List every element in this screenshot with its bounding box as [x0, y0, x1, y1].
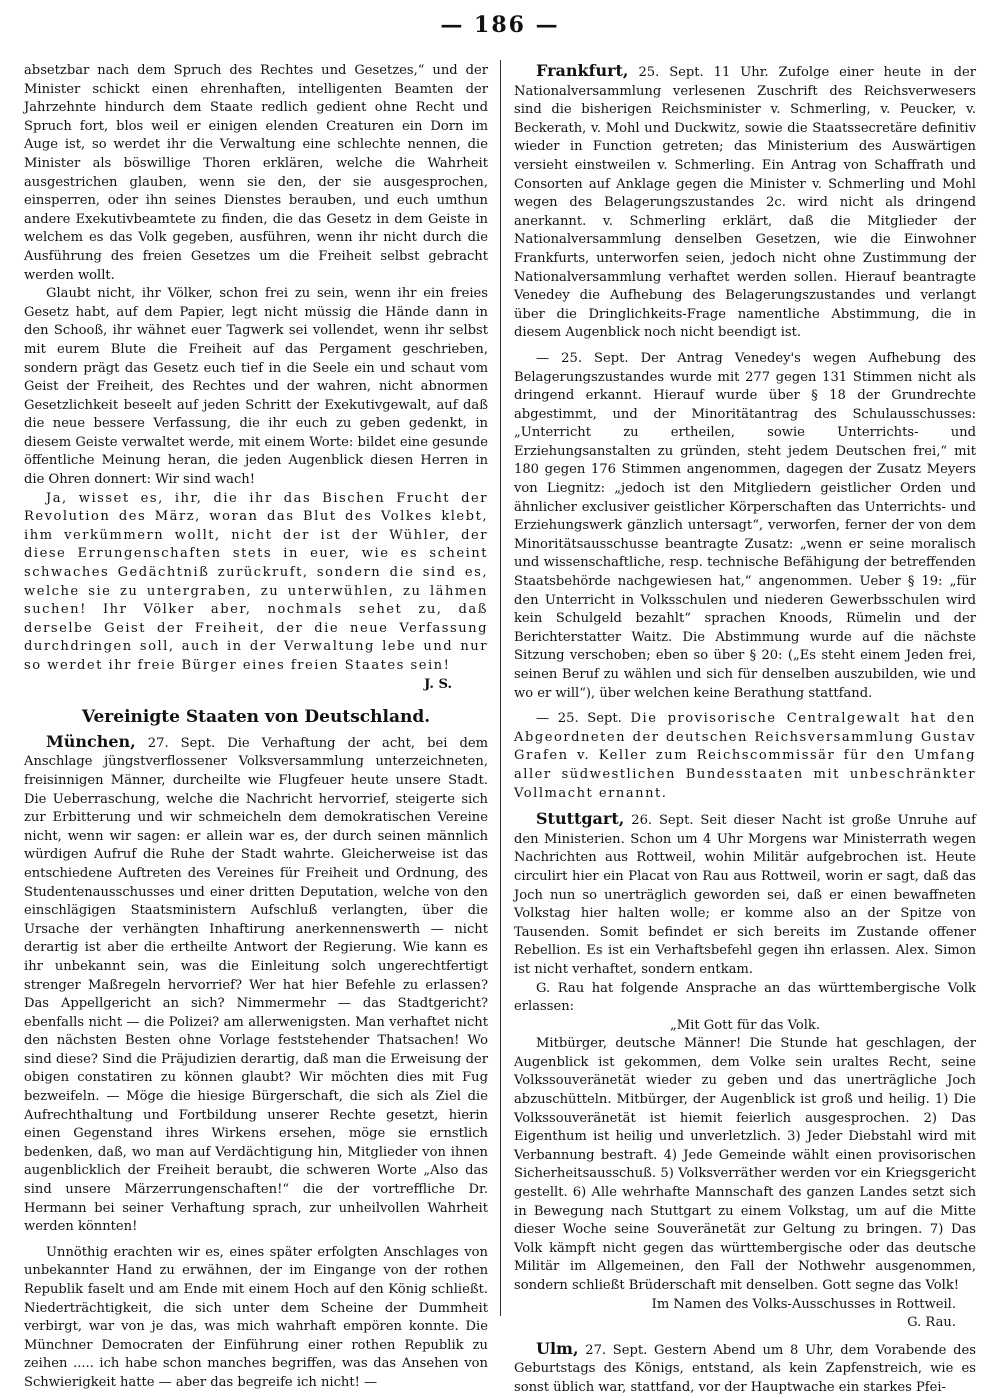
dateline-date: 27. Sept.: [147, 735, 216, 751]
section-title: Vereinigte Staaten von Deutschland.: [81, 707, 431, 728]
article-paragraph: G. Rau hat folgende Ansprache an das württembergische Volk erlassen:: [514, 980, 976, 1015]
proclamation-body: Mitbürger, deutsche Männer! Die Stunde hat geschlagen, der Augenblick ist gekommen, dem Volke sein uraltes Recht, seine Volkssouveränetät wieder zu geben und das unerträgliche Joch abzuschütteln. Mitbürger, der Augenblick ist groß und heilig. 1) Die Volkssouveränetät ist hiemit feierlich ausgesprochen. 2) Das Eigenthum ist heilig und unverletzlich. 3) Jeder Diebstahl wird mit Verbannung bestraft. 4) Jede Gemeinde wählt einen provisorischen Sicherheitsausschuß. 5) Volksverräther werden vor ein Kriegsgericht gestellt. 6) Alle wehrhafte Mannschaft des ganzen Landes setzt sich in Bewegung nach Stuttgart zu einem Volkstag, um auf die Mitte dieser Woche seine Souveränetät zur Geltung zu bringen. 7) Das Volk kämpft nicht gegen das württembergische oder das deutsche Militär im Allgemeinen, den Fall der Nothwehr ausgenommen, sondern schließt Brüderschaft mit denselben. Gott segne das Volk!: [514, 1036, 976, 1293]
left-column: [24, 62, 488, 1393]
dispatch-text: Der Antrag Venedey's wegen Aufhebung des Belagerungszustandes wurde mit 277 gegen 131 Stimmen nicht als dringend erkannt. Hierauf wurde über § 18 der Grundrechte abgestimmt, und der Minoritätantrag des Schulausschusses: „Unterricht zu ertheilen, sowie Unterrichts- und Erziehungsanstalten zu gründen, steht jedem Deutschen frei,“ mit 180 gegen 176 Stimmen angenommen, dagegen der Zusatz Meyers von Liegnitz: „jedoch ist den Mitgliedern geistlicher Orden und ähnlicher exclusiver geistlicher Körperschaften das Unterrichts- und Erziehungswerk gänzlich untersagt“, verworfen, ferner der von dem Minoritätsausschusse beantragte Zusatz: „wenn er seine moralisch und wissenschaftliche, resp. technische Befähigung der betreffenden Staatsbehörde nachgewiesen hat,“ angenommen. Ueber § 19: „für den Unterricht in Volksschulen und niederen Gewerbsschulen wird kein Schulgeld bezahlt“ sprachen Knoods, Rümelin und der Berichterstatter Waitz. Die Abstimmung wurde auf die nächste Sitzung verschoben; eben so über § 20: („Es steht einem Jeden frei, seinen Beruf zu wählen und sich für denselben auszubilden, wie und wo er will“), über welchen keine Berathung stattfand.: [514, 350, 976, 701]
dateline-place: Frankfurt,: [536, 61, 629, 80]
author-signature: J. S.: [424, 676, 452, 692]
dateline-date: — 25. Sept.: [536, 711, 622, 727]
article-paragraph: Unnöthig erachten wir es, eines später erfolgten Anschlages von unbekannter Hand zu erwähnen, der im Eingange von der rothen Republik faselt und am Ende mit einem Hoch auf den König schließt. Niederträchtigkeit, die sich unter dem Scheine der Dummheit verbirgt, war von je das, was mich wahrhaft empören konnte. Die Münchner Democraten der Einführung einer rothen Republik zu zeihen ..... ich habe schon manches begriffen, was das Ansehen von Schwierigkeit hatte — aber das begreife ich nicht! —: [24, 1244, 488, 1390]
right-column: [514, 62, 976, 1398]
dateline-place: München,: [46, 731, 136, 751]
dateline-place: Stuttgart,: [536, 809, 625, 829]
dispatch-text: Die provisorische Centralgewalt hat den Abgeordneten der deutschen Reichsversammlung Gustav Grafen v. Keller zum Reichscommissär für den Umfang aller südwestlichen Bundesstaaten mit unbeschränkter Vollmacht ernannt.: [514, 711, 976, 801]
article-paragraph: Glaubt nicht, ihr Völker, schon frei zu sein, wenn ihr ein freies Gesetz habt, auf dem Papier, legt nicht müssig die Hände dann in den Schooß, ihr wähnet euer Tagwerk sei vollendet, wenn ihr selbst mit eurem Blute die Freiheit auf das Pergament geschrieben, sondern prägt das Gesetz euch tief in die Seele ein und schaut vom Geist der Freiheit, des Rechtes und der wahren, nicht abnormen Gesetzlichkeit beseelt auf jeden Schritt der Exekutivgewalt, auf daß die neue bessere Verfassung, die ihr euch zu geben gedenkt, in diesem Geiste verwaltet werde, mit einem Worte: bildet eine gesunde öffentliche Meinung heran, die jeden Augenblick diesen Herren in die Ohren donnert: Wir sind wach!: [24, 286, 488, 488]
dispatch-frankfurt-3: [514, 710, 976, 803]
dispatch-text: Zufolge einer heute in der Nationalversammlung verlesenen Zuschrift des Reichsverwesers sind die bisherigen Reichsminister v. Schmerling, v. Peucker, v. Beckerath, v. Mohl und Duckwitz, sowie die Staatssecretäre definitiv wieder in Function getreten; das Ministerium des Auswärtigen versieht einstweilen v. Schmerling. Ein Antrag von Schaffrath und Consorten auf Anklage gegen die Minister v. Schmerling und Mohl wegen des Belagerungszustandes 2c. wird nicht als dringend anerkannt. v. Schmerling erklärt, daß die Mitglieder der Nationalversammlung denselben Gesetzen, wie die Einwohner Frankfurts, unterworfen seien, jedoch nicht ohne Zustimmung der Nationalversammlung verhaftet werden sollen. Hierauf beantragte Venedey die Aufhebung des Belagerungszustandes und verlangt über die Dringlichkeits-Frage namentliche Abstimmung, die in diesem Augenblick noch nicht beendigt ist.: [514, 65, 976, 341]
column-divider: [500, 60, 501, 1316]
dispatch-munich: [24, 733, 488, 1237]
proclamation-signature-name: G. Rau.: [907, 1315, 956, 1331]
dateline-date: — 25. Sept.: [536, 350, 629, 366]
dispatch-text: Seit dieser Nacht ist große Unruhe auf den Ministerien. Schon um 4 Uhr Morgens war Ministerrath wegen Nachrichten aus Rottweil, wohin Militär aufgebrochen ist. Heute circulirt hier ein Placat von Rau aus Rottweil, worin er sagt, daß das Joch nun so unerträglich geworden sei, daß er einen bewaffneten Volkstag hier halten wolle; er komme also an der Spitze von Tausenden. Somit befindet er sich bereits im Zustande offener Rebellion. Es ist ein Verhaftsbefehl gegen ihn erlassen. Alex. Simon ist nicht verhaftet, sondern entkam.: [514, 813, 976, 977]
dispatch-frankfurt: [514, 62, 976, 343]
dispatch-stuttgart: [514, 810, 976, 979]
proclamation-title: „Mit Gott für das Volk.: [669, 1017, 821, 1033]
page-number: — 186 —: [440, 12, 560, 38]
dispatch-frankfurt-2: [514, 350, 976, 703]
proclamation-signature: Im Namen des Volks-Ausschusses in Rottweil.: [651, 1296, 956, 1312]
article-paragraph: Ja, wisset es, ihr, die ihr das Bischen Frucht der Revolution des März, woran das Blut des Volkes klebt, ihm verkümmern wollt, nicht der ist der Wühler, der diese Errungenschaften stets in euer, wie es scheint schwaches Gedächtniß zurückruft, sondern die sind es, welche sie zu untergraben, zu unterwühlen, zu lähmen suchen! Ihr Völker aber, nochmals sehet zu, daß derselbe Geist der Freiheit, der die neue Verfassung durchdringen soll, auch in der Verwaltung lebe und nur so werdet ihr freie Bürger eines freien Staates sein!: [24, 490, 488, 673]
dateline-date: 26. Sept.: [631, 813, 694, 829]
dateline-date: 27. Sept.: [585, 1342, 648, 1358]
dateline-date: 25. Sept. 11 Uhr.: [638, 65, 769, 80]
dateline-place: Ulm,: [536, 1338, 579, 1358]
dispatch-ulm: [514, 1340, 976, 1398]
dispatch-text: Die Verhaftung der acht, bei dem Anschlage jüngstverflossener Volksversammlung unterzeichneten, freisinnigen Männer, durcheilte wie Flugfeuer heute unsere Stadt. Die Ueberraschung, welche die Nachricht hervorrief, steigerte sich zur Erbitterung und wir schmeicheln dem demokratischen Vereine nicht, wenn wir sagen: er allein war es, der durch seinen männlich würdigen Aufruf die Ruhe der Stadt wahrte. Gleicherweise ist das entschiedene Auftreten des Vereines für Freiheit und Ordnung, des Studentenausschusses und einer dritten Deputation, welche von den einschlägigen Staatsministern Aufschluß verlangten, über die Ursache der verhängten Inhaftirung anerkennenswerth — nicht derartig ist aber die ertheilte Antwort der Regierung. Wie kann es ihr unbekannt sein, was die Einleitung solch ungerechtfertigt strenger Maßregeln hervorrief? Wer hat hier Befehle zu erlassen? Das Appellgericht an sich? Nimmermehr — das Stadtgericht? ebenfalls nicht — die Polizei? am allerwenigsten. Man verhaftet nicht den nächsten Besten ohne Vorlage feststehender Thatsachen! Wo sind diese? Sind die Präjudizien derartig, daß man die Erweisung der obigen constatiren zu können glaubt? Wir möchten dies mit Fug bezweifeln. — Möge die hiesige Bürgerschaft, die sich als Ziel die Aufrechthaltung und Fortbildung unserer Rechte gesetzt, hierin einen Gegenstand ihres Wirkens ersehen, möge sie ernstlich bedenken, daß, wo man auf Verdächtigung hin, Mitglieder von ihnen augenblicklich der Freiheit beraubt, die schweren Worte „Also das sind unsere Märzerrungenschaften!“ die der vortreffliche Dr. Hermann bei seiner Verhaftung sprach, zur unheilvollen Wahrheit werden könnten!: [24, 735, 488, 1235]
dispatch-text: Gestern Abend um 8 Uhr, dem Vorabende des Geburtstags des Königs, entstand, als kein Zapfenstreich, wie es sonst üblich war, stattfand, vor der Hauptwache ein starkes Pfei-: [514, 1342, 976, 1395]
article-paragraph: absetzbar nach dem Spruch des Rechtes und Gesetzes,“ und der Minister schickt einen ehrenhaften, intelligenten Beamten der Jahrzehnte hindurch dem Staate redlich gedient ohne Recht und Spruch fort, blos weil er einigen elenden Creaturen ein Dorn im Auge ist, so werdet ihr die Verwaltung eine schlechte nennen, die Minister als böswillige Thoren erklären, welche die Wahrheit ausgestrichen glauben, wenn sie den, der sie ausgesprochen, einsperren, oder ihn seines Dienstes berauben, und euch umthun andere Exekutivbeamtete zu finden, die das Gesetz in dem Geiste in welchem es das Volk gegeben, ausführen, wenn ihr nicht durch die Ausführung des freien Gesetzes um die Freiheit selbst gebracht werden wollt.: [24, 63, 488, 283]
